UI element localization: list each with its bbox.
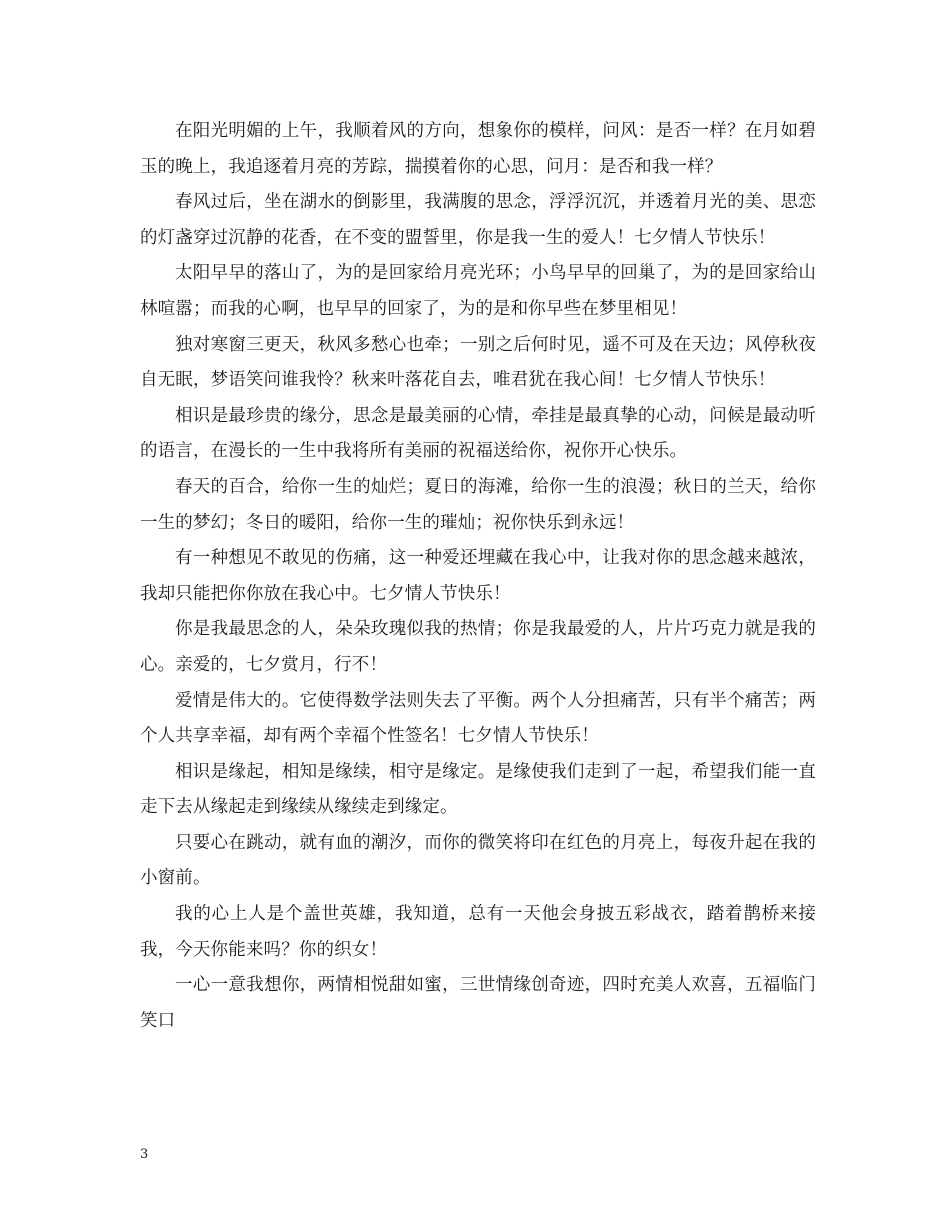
paragraph: 爱情是伟大的。它使得数学法则失去了平衡。两个人分担痛苦，只有半个痛苦；两个人共享幸福，却有两个幸福个性签名！七夕情人节快乐！ <box>140 690 816 747</box>
paragraph: 一心一意我想你，两情相悦甜如蜜，三世情缘创奇迹，四时充美人欢喜，五福临门笑口 <box>140 975 816 1031</box>
paragraph: 相识是最珍贵的缘分，思念是最美丽的心情，牵挂是最真挚的心动，问候是最动听的语言，在漫长的一生中我将所有美丽的祝福送给你，祝你开心快乐。 <box>140 405 816 462</box>
paragraph: 独对寒窗三更天，秋风多愁心也牵；一别之后何时见，遥不可及在天边；风停秋夜自无眠，梦语笑问谁我怜？秋来叶落花自去，唯君犹在我心间！七夕情人节快乐！ <box>140 334 816 391</box>
paragraph: 只要心在跳动，就有血的潮汐，而你的微笑将印在红色的月亮上，每夜升起在我的小窗前。 <box>140 832 816 889</box>
page-number: 3 <box>140 1147 149 1162</box>
paragraph: 春天的百合，给你一生的灿烂；夏日的海滩，给你一生的浪漫；秋日的兰天，给你一生的梦幻；冬日的暖阳，给你一生的璀灿；祝你快乐到永远！ <box>140 476 816 533</box>
paragraph: 春风过后，坐在湖水的倒影里，我满腹的思念，浮浮沉沉，并透着月光的美、思恋的灯盏穿过沉静的花香，在不变的盟誓里，你是我一生的爱人！七夕情人节快乐！ <box>140 192 816 248</box>
paragraph: 我的心上人是个盖世英雄，我知道，总有一天他会身披五彩战衣，踏着鹊桥来接我，今天你能来吗？你的织女！ <box>140 904 816 960</box>
paragraph: 有一种想见不敢见的伤痛，这一种爱还埋藏在我心中，让我对你的思念越来越浓，我却只能把你你放在我心中。七夕情人节快乐！ <box>140 548 816 604</box>
document-body <box>140 114 816 1039</box>
paragraph: 你是我最思念的人，朵朵玫瑰似我的热情；你是我最爱的人，片片巧克力就是我的心。亲爱的，七夕赏月，行不！ <box>140 619 816 675</box>
paragraph: 相识是缘起，相知是缘续，相守是缘定。是缘使我们走到了一起，希望我们能一直走下去从缘起走到缘续从缘续走到缘定。 <box>140 761 816 818</box>
paragraph: 太阳早早的落山了，为的是回家给月亮光环；小鸟早早的回巢了，为的是回家给山林喧嚣；而我的心啊，也早早的回家了，为的是和你早些在梦里相见！ <box>140 263 816 319</box>
paragraph: 在阳光明媚的上午，我顺着风的方向，想象你的模样，问风：是否一样？在月如碧玉的晚上，我追逐着月亮的芳踪，揣摸着你的心思，问月：是否和我一样？ <box>140 121 816 177</box>
